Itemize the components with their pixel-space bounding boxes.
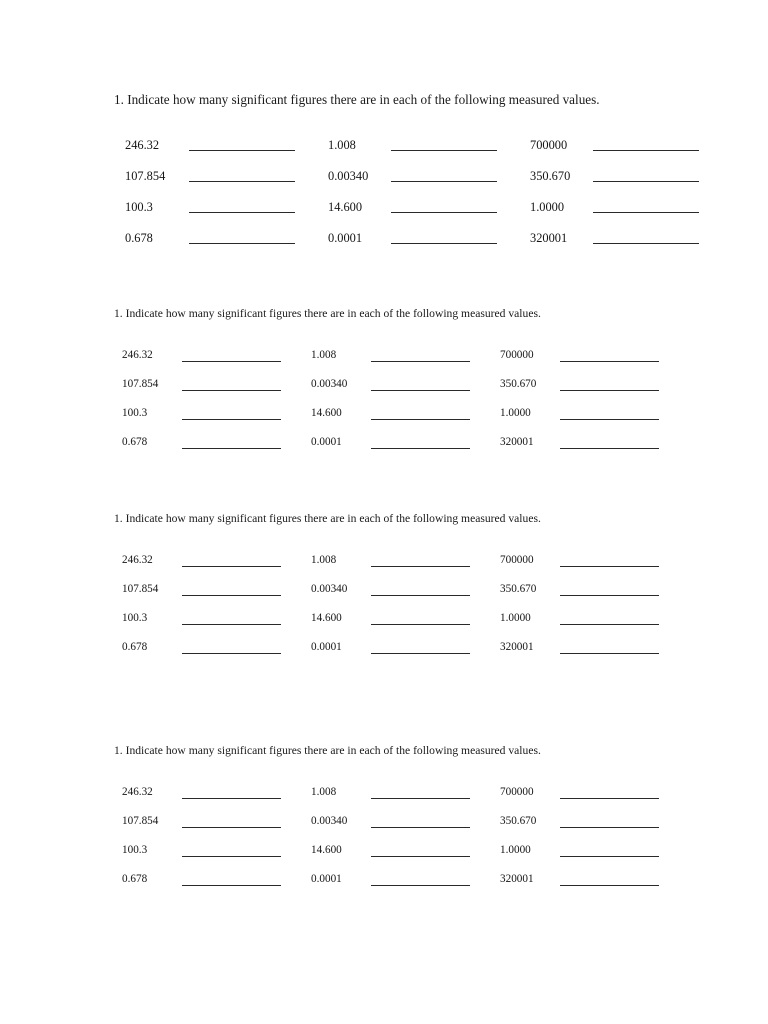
question-text: 1. Indicate how many significant figures there are in each of the following measured values. — [114, 92, 600, 107]
answer-blank[interactable] — [371, 419, 470, 420]
answer-blank[interactable] — [371, 595, 470, 596]
answer-blank[interactable] — [371, 624, 470, 625]
measured-value: 0.0001 — [311, 641, 342, 653]
answer-blank[interactable] — [371, 361, 470, 362]
measured-value: 0.00340 — [311, 815, 348, 827]
answer-blank[interactable] — [182, 885, 281, 886]
answer-blank[interactable] — [371, 798, 470, 799]
answer-blank[interactable] — [189, 150, 295, 151]
measured-value: 700000 — [500, 786, 534, 798]
measured-value: 107.854 — [122, 815, 159, 827]
measured-value: 14.600 — [311, 844, 342, 856]
measured-value: 0.678 — [125, 231, 153, 245]
measured-value: 246.32 — [122, 554, 153, 566]
answer-blank[interactable] — [182, 419, 281, 420]
answer-blank[interactable] — [182, 448, 281, 449]
answer-blank[interactable] — [182, 595, 281, 596]
answer-blank[interactable] — [371, 827, 470, 828]
answer-blank[interactable] — [182, 798, 281, 799]
measured-value: 350.670 — [530, 169, 571, 183]
measured-value: 1.0000 — [500, 844, 531, 856]
measured-value: 700000 — [500, 554, 534, 566]
answer-blank[interactable] — [560, 390, 659, 391]
measured-value: 246.32 — [122, 349, 153, 361]
measured-value: 320001 — [500, 873, 534, 885]
measured-value: 107.854 — [122, 583, 159, 595]
measured-value: 0.0001 — [311, 436, 342, 448]
answer-blank[interactable] — [371, 885, 470, 886]
answer-blank[interactable] — [593, 181, 699, 182]
measured-value: 1.0000 — [500, 407, 531, 419]
answer-blank[interactable] — [560, 448, 659, 449]
answer-blank[interactable] — [560, 595, 659, 596]
answer-blank[interactable] — [182, 361, 281, 362]
measured-value: 1.0000 — [530, 200, 565, 214]
measured-value: 14.600 — [328, 200, 363, 214]
answer-blank[interactable] — [189, 243, 295, 244]
answer-blank[interactable] — [371, 390, 470, 391]
answer-blank[interactable] — [391, 243, 497, 244]
measured-value: 320001 — [500, 436, 534, 448]
answer-blank[interactable] — [182, 566, 281, 567]
answer-blank[interactable] — [189, 181, 295, 182]
answer-blank[interactable] — [560, 856, 659, 857]
measured-value: 1.008 — [311, 349, 337, 361]
answer-blank[interactable] — [593, 150, 699, 151]
measured-value: 350.670 — [500, 815, 537, 827]
answer-blank[interactable] — [391, 212, 497, 213]
answer-blank[interactable] — [182, 827, 281, 828]
answer-blank[interactable] — [371, 566, 470, 567]
measured-value: 107.854 — [122, 378, 159, 390]
measured-value: 1.008 — [311, 554, 337, 566]
measured-value: 0.0001 — [311, 873, 342, 885]
measured-value: 1.0000 — [500, 612, 531, 624]
measured-value: 700000 — [530, 138, 568, 152]
measured-value: 100.3 — [122, 407, 148, 419]
answer-blank[interactable] — [560, 566, 659, 567]
measured-value: 246.32 — [122, 786, 153, 798]
answer-blank[interactable] — [371, 856, 470, 857]
answer-blank[interactable] — [391, 181, 497, 182]
answer-blank[interactable] — [560, 624, 659, 625]
answer-blank[interactable] — [560, 827, 659, 828]
measured-value: 107.854 — [125, 169, 166, 183]
answer-blank[interactable] — [182, 390, 281, 391]
measured-value: 0.678 — [122, 641, 148, 653]
measured-value: 14.600 — [311, 407, 342, 419]
answer-blank[interactable] — [371, 448, 470, 449]
measured-value: 100.3 — [122, 612, 148, 624]
answer-blank[interactable] — [560, 419, 659, 420]
measured-value: 14.600 — [311, 612, 342, 624]
measured-value: 0.00340 — [311, 378, 348, 390]
measured-value: 0.678 — [122, 873, 148, 885]
answer-blank[interactable] — [189, 212, 295, 213]
answer-blank[interactable] — [182, 856, 281, 857]
measured-value: 0.678 — [122, 436, 148, 448]
answer-blank[interactable] — [371, 653, 470, 654]
measured-value: 0.00340 — [311, 583, 348, 595]
measured-value: 350.670 — [500, 378, 537, 390]
measured-value: 320001 — [530, 231, 568, 245]
answer-blank[interactable] — [593, 243, 699, 244]
measured-value: 0.00340 — [328, 169, 369, 183]
answer-blank[interactable] — [593, 212, 699, 213]
measured-value: 350.670 — [500, 583, 537, 595]
answer-blank[interactable] — [391, 150, 497, 151]
measured-value: 700000 — [500, 349, 534, 361]
measured-value: 1.008 — [311, 786, 337, 798]
answer-blank[interactable] — [560, 361, 659, 362]
measured-value: 1.008 — [328, 138, 356, 152]
measured-value: 100.3 — [122, 844, 148, 856]
measured-value: 0.0001 — [328, 231, 363, 245]
measured-value: 320001 — [500, 641, 534, 653]
answer-blank[interactable] — [182, 653, 281, 654]
question-text: 1. Indicate how many significant figures there are in each of the following measured values. — [114, 744, 541, 757]
answer-blank[interactable] — [560, 885, 659, 886]
question-text: 1. Indicate how many significant figures there are in each of the following measured values. — [114, 307, 541, 320]
measured-value: 246.32 — [125, 138, 160, 152]
measured-value: 100.3 — [125, 200, 153, 214]
question-text: 1. Indicate how many significant figures there are in each of the following measured values. — [114, 512, 541, 525]
answer-blank[interactable] — [560, 798, 659, 799]
answer-blank[interactable] — [560, 653, 659, 654]
answer-blank[interactable] — [182, 624, 281, 625]
